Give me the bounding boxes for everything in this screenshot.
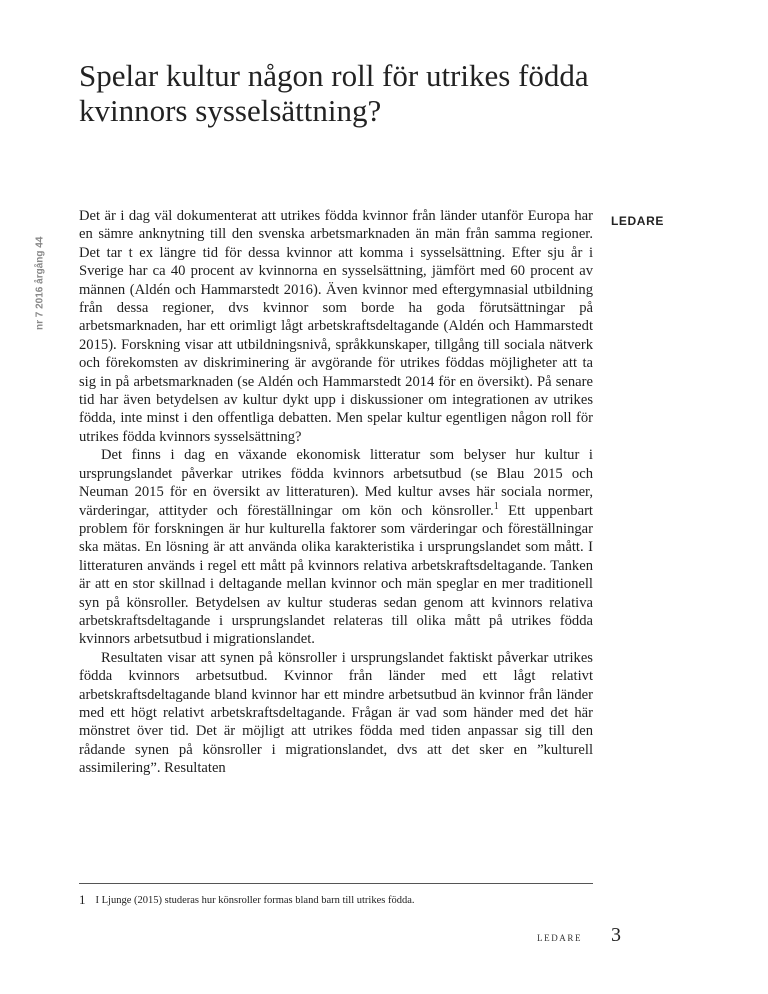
footnote-reference[interactable]: 1 (493, 500, 499, 512)
paragraph-2 (79, 446, 593, 648)
issue-label: nr 7 2016 årgång 44 (34, 236, 46, 330)
page-number: 3 (611, 924, 621, 946)
paragraph-2-text-a: Det finns i dag en växande ekonomisk litteratur som belyser hur kultur i ursprungslandet påverkar utrikes födda kvinnors arbetsutbud (se Blau 2015 och Neuman 2015 för en översikt av litteraturen). Med kultur avses här sociala normer, värderingar, attityder och föreställningar om kön och könsroller. (79, 447, 593, 519)
footnote-divider (79, 883, 593, 884)
footnote-number: 1 (79, 892, 86, 907)
article-title: Spelar kultur någon roll för utrikes födda kvinnors sysselsättning? (79, 58, 589, 128)
footer-section-label: LEDARE (537, 933, 583, 943)
paragraph-1 (79, 207, 593, 446)
footnote (79, 893, 593, 908)
section-label: LEDARE (611, 214, 664, 228)
paragraph-1-text: Det är i dag väl dokumenterat att utrikes födda kvinnor från länder utanför Europa har en sämre anknytning till den svenska arbetsmarknaden än män från samma regioner. Det tar t ex längre tid för dessa kvinnor att komma i sysselsättning. Efter sju år i Sverige har ca 40 procent av kvinnorna en sysselsättning, jämfört med 60 procent av männen (Aldén och Hammarstedt 2016). Även kvinnor med eftergymnasial utbildning från dessa regioner, dvs kvinnor som borde ha goda förutsättningar på arbetsmarknaden, har ett orimligt lågt arbetskraftsdeltagande (Aldén och Hammarstedt 2015). Forskning visar att utbildningsnivå, språkkunskaper, tillgång till sociala nätverk och förekomsten av diskriminering är avgörande för utrikes föddas möjligheter att ta sig in på arbetsmarknaden (se Aldén och Hammarstedt 2014 för en översikt). På senare tid har även betydelsen av kultur dykt upp i diskussioner om integrationen av utrikes födda, inte minst i den offentliga debatten. Men spelar kultur egentligen någon roll för utrikes födda kvinnors sysselsättning? (79, 208, 593, 445)
footnote-text: I Ljunge (2015) studeras hur könsroller formas bland barn till utrikes födda. (95, 895, 415, 906)
paragraph-2-text-b: Ett uppenbart problem för forskningen är hur kulturella faktorer som värderingar och föreställningar ska mätas. En lösning är att använda olika karakteristika i ursprungslandet som mått. I litteraturen används i regel ett mått på kvinnors relativa arbetskraftsdeltagande. Tanken är att en stor skillnad i deltagande mellan kvinnor och män speglar en mer traditionell syn på könsroller. Betydelsen av kultur studeras sedan genom att kvinnors relativa arbetskraftsdeltagande i ursprungslandet relateras till olika mått på utrikes födda kvinnors arbetsutbud i migrationslandet. (79, 502, 593, 648)
article-body (79, 207, 593, 778)
paragraph-3 (79, 649, 593, 778)
paragraph-3-text: Resultaten visar att synen på könsroller i ursprungslandet faktiskt påverkar utrikes födda kvinnors arbetsutbud. Kvinnor från länder med ett lågt relativt arbetskraftsdeltagande bland kvinnor har ett mindre arbetsutbud än kvinnor från länder med ett högt relativt arbetskraftsdeltagande. Frågan är vad som händer med det här mönstret över tid. Det är möjligt att utrikes födda med tiden anpassar sig till den rådande synen på könsroller i migrationslandet, dvs att det sker en ”kulturell assimilering”. Resultaten (79, 649, 593, 777)
